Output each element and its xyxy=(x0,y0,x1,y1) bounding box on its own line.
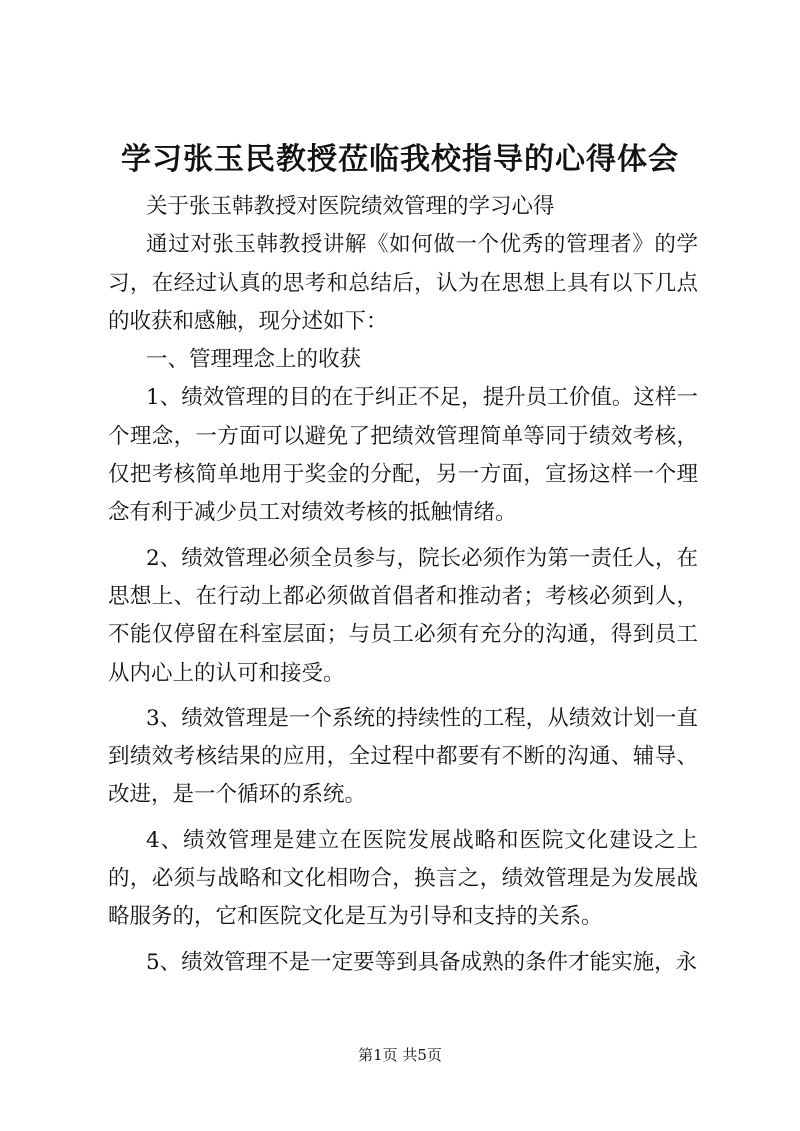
section-heading: 一、管理理念上的收获 xyxy=(146,347,362,373)
point-2-paragraph: 2、绩效管理必须全员参与，院长必须作为第一责任人，在思想上、在行动上都必须做首倡者和推动者；考核必须到人，不能仅停留在科室层面；与员工必须有充分的沟通，得到员工从内心上的认可和接受。 xyxy=(108,545,698,686)
intro-paragraph: 通过对张玉韩教授讲解《如何做一个优秀的管理者》的学习，在经过认真的思考和总结后，认为在思想上具有以下几点的收获和感触，现分述如下： xyxy=(108,232,698,334)
subtitle-paragraph: 关于张玉韩教授对医院绩效管理的学习心得 xyxy=(146,194,555,219)
document-body xyxy=(108,188,698,982)
point-5-paragraph: 5、绩效管理不是一定要等到具备成熟的条件才能实施，永 xyxy=(146,949,698,975)
point-3-paragraph: 3、绩效管理是一个系统的持续性的工程，从绩效计划一直到绩效考核结果的应用，全过程中都要有不断的沟通、辅导、改进，是一个循环的系统。 xyxy=(108,705,698,808)
page-title: 学习张玉民教授莅临我校指导的心得体会 xyxy=(121,142,679,177)
page-footer: 第1页 共5页 xyxy=(358,1046,442,1064)
point-4-paragraph: 4、绩效管理是建立在医院发展战略和医院文化建设之上的，必须与战略和文化相吻合，换言之，绩效管理是为发展战略服务的，它和医院文化是互为引导和支持的关系。 xyxy=(108,827,698,930)
point-1-paragraph: 1、绩效管理的目的在于纠正不足，提升员工价值。这样一个理念，一方面可以避免了把绩效管理简单等同于绩效考核，仅把考核简单地用于奖金的分配，另一方面，宣扬这样一个理念有利于减少员工对绩效考核的抵触情绪。 xyxy=(108,385,698,526)
